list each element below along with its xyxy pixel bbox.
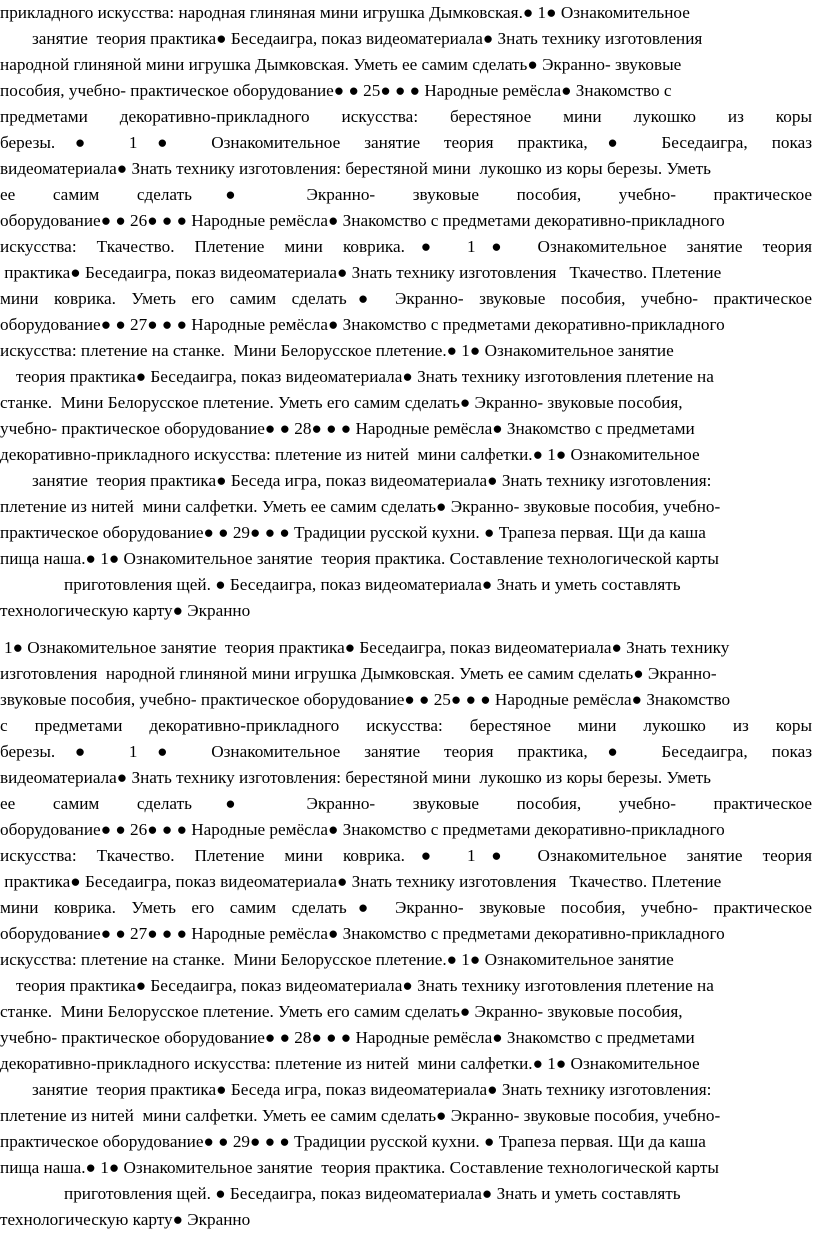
text-line: пища наша.● 1● Ознакомительное занятие теория практика. Составление технологической карты [0,1158,719,1177]
text-line: оборудование● ● 26● ● ● Народные ремёсла● Знакомство с предметами декоративно-прикладного [0,211,725,230]
text-line: пища наша.● 1● Ознакомительное занятие теория практика. Составление технологической карты [0,549,719,568]
text-line: приготовления щей. ● Беседаигра, показ видеоматериала● Знать и уметь составлять [64,575,681,594]
text-line: станке. Мини Белорусское плетение. Уметь его самим сделать● Экранно- звуковые пособия, [0,393,683,412]
text-line: видеоматериала● Знать технику изготовления: берестяной мини лукошко из коры березы. Уметь [0,768,711,787]
text-line: березы.● 1● Ознакомительное занятие теория практика,● Беседаигра, показ [0,133,812,152]
text-line: народной глиняной мини игрушка Дымковская. Уметь ее самим сделать● Экранно- звуковые [0,55,682,74]
text-line: занятие теория практика● Беседа игра, показ видеоматериала● Знать технику изготовления: [32,471,712,490]
text-line: занятие теория практика● Беседаигра, показ видеоматериала● Знать технику изготовления [32,29,703,48]
text-line: технологическую карту● Экранно [0,601,251,620]
text-line: искусства: Ткачество. Плетение мини коврика.● 1● Ознакомительное занятие теория [0,237,812,256]
text-line: ее самим сделать● Экранно- звуковые пособия, учебно- практическое [0,794,812,813]
text-line: станке. Мини Белорусское плетение. Уметь его самим сделать● Экранно- звуковые пособия, [0,1002,683,1021]
text-line: плетение из нитей мини салфетки. Уметь ее самим сделать● Экранно- звуковые пособия, учебно- [0,497,721,516]
text-line: теория практика● Беседаигра, показ видеоматериала● Знать технику изготовления плетение на [16,976,714,995]
text-line: искусства: плетение на станке. Мини Белорусское плетение.● 1● Ознакомительное занятие [0,341,674,360]
text-line: видеоматериала● Знать технику изготовления: берестяной мини лукошко из коры березы. Уметь [0,159,711,178]
text-line: декоративно-прикладного искусства: плетение из нитей мини салфетки.● 1● Ознакомительное [0,445,700,464]
text-line: практическое оборудование● ● 29● ● ● Традиции русской кухни. ● Трапеза первая. Щи да каша [0,1132,706,1151]
text-line: звуковые пособия, учебно- практическое оборудование● ● 25● ● ● Народные ремёсла● Знакомство [0,690,731,709]
text-line: с предметами декоративно-прикладного искусства: берестяное мини лукошко из коры [0,716,812,735]
text-line: оборудование● ● 27● ● ● Народные ремёсла● Знакомство с предметами декоративно-прикладного [0,924,725,943]
text-line: плетение из нитей мини салфетки. Уметь ее самим сделать● Экранно- звуковые пособия, учебно- [0,1106,721,1125]
text-line: ее самим сделать● Экранно- звуковые пособия, учебно- практическое [0,185,812,204]
text-line: оборудование● ● 26● ● ● Народные ремёсла● Знакомство с предметами декоративно-прикладного [0,820,725,839]
text-line: практика● Беседаигра, показ видеоматериала● Знать технику изготовления Ткачество. Плетение [0,263,722,282]
text-line: теория практика● Беседаигра, показ видеоматериала● Знать технику изготовления плетение на [16,367,714,386]
text-line: декоративно-прикладного искусства: плетение из нитей мини салфетки.● 1● Ознакомительное [0,1054,700,1073]
text-line: мини коврика. Уметь его самим сделать● Экранно- звуковые пособия, учебно- практическое [0,289,812,308]
text-line: практическое оборудование● ● 29● ● ● Традиции русской кухни. ● Трапеза первая. Щи да каша [0,523,706,542]
text-line: березы.● 1● Ознакомительное занятие теория практика,● Беседаигра, показ [0,742,812,761]
text-line: изготовления народной глиняной мини игрушка Дымковская. Уметь ее самим сделать● Экранно- [0,664,717,683]
text-line: предметами декоративно-прикладного искусства: берестяное мини лукошко из коры [0,107,812,126]
text-line: прикладного искусства: народная глиняная мини игрушка Дымковская.● 1● Ознакомительное [0,3,690,22]
text-line: искусства: плетение на станке. Мини Белорусское плетение.● 1● Ознакомительное занятие [0,950,674,969]
text-line: мини коврика. Уметь его самим сделать● Экранно- звуковые пособия, учебно- практическое [0,898,812,917]
text-line: учебно- практическое оборудование● ● 28● ● ● Народные ремёсла● Знакомство с предметами [0,419,695,438]
text-line: 1● Ознакомительное занятие теория практика● Беседаигра, показ видеоматериала● Знать технику [4,638,730,657]
text-line: практика● Беседаигра, показ видеоматериала● Знать технику изготовления Ткачество. Плетение [0,872,722,891]
text-line: технологическую карту● Экранно [0,1210,251,1229]
text-line: искусства: Ткачество. Плетение мини коврика.● 1● Ознакомительное занятие теория [0,846,812,865]
text-line: приготовления щей. ● Беседаигра, показ видеоматериала● Знать и уметь составлять [64,1184,681,1203]
text-line: занятие теория практика● Беседа игра, показ видеоматериала● Знать технику изготовления: [32,1080,712,1099]
text-line: учебно- практическое оборудование● ● 28● ● ● Народные ремёсла● Знакомство с предметами [0,1028,695,1047]
text-line: пособия, учебно- практическое оборудование● ● 25● ● ● Народные ремёсла● Знакомство с [0,81,672,100]
text-line: оборудование● ● 27● ● ● Народные ремёсла● Знакомство с предметами декоративно-прикладного [0,315,725,334]
